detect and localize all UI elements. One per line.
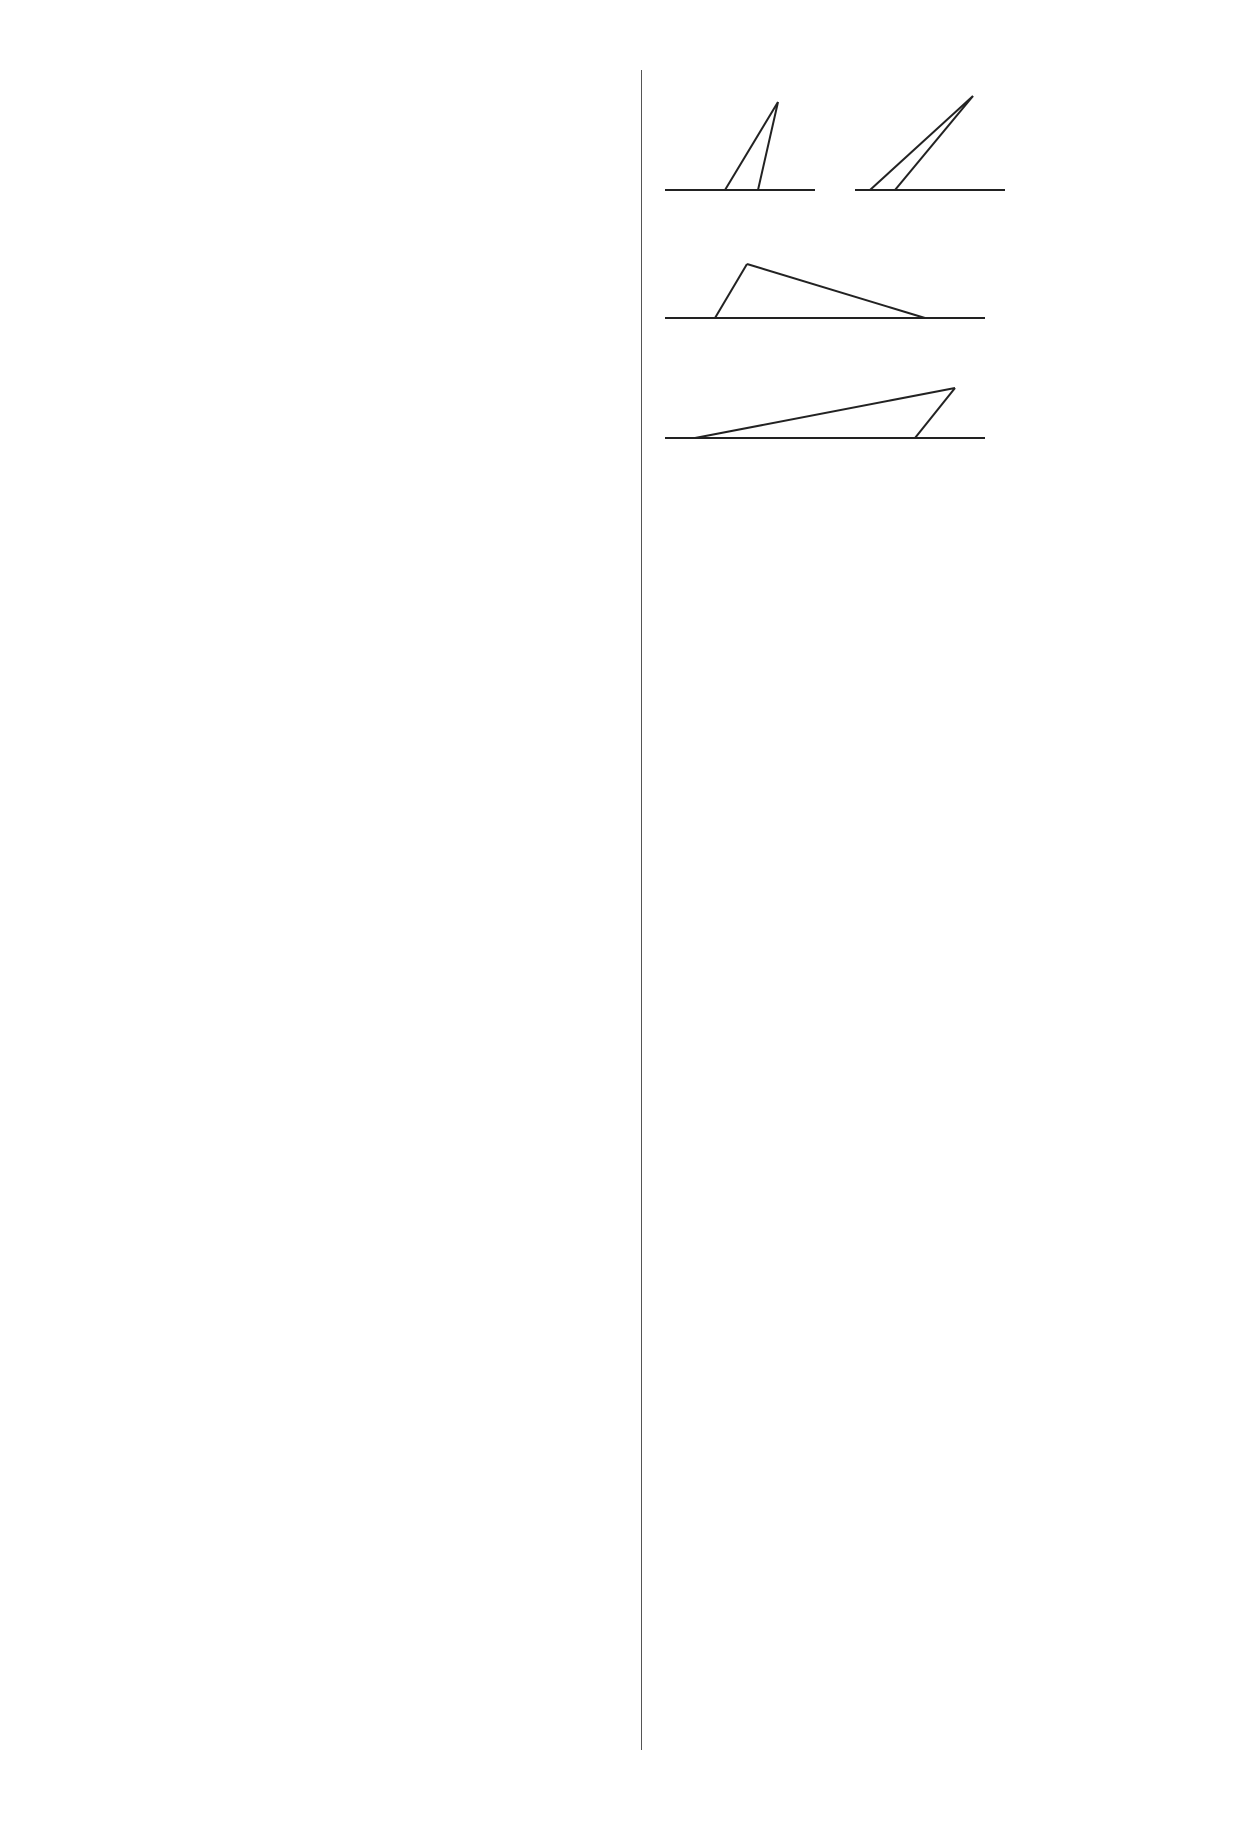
figure-4-wrap bbox=[665, 378, 1197, 498]
right-column bbox=[665, 80, 1197, 498]
column-divider bbox=[641, 70, 642, 1750]
figure-1 bbox=[665, 102, 815, 190]
left-column bbox=[100, 80, 635, 94]
figure-4 bbox=[665, 388, 985, 438]
figures-row-1 bbox=[665, 86, 1197, 246]
figure-3 bbox=[665, 264, 985, 318]
figures-1-2-svg bbox=[665, 86, 1197, 246]
figure-2 bbox=[855, 96, 1005, 190]
figure-3-svg bbox=[665, 248, 1197, 378]
figure-4-svg bbox=[665, 378, 1197, 498]
figure-3-wrap bbox=[665, 248, 1197, 378]
